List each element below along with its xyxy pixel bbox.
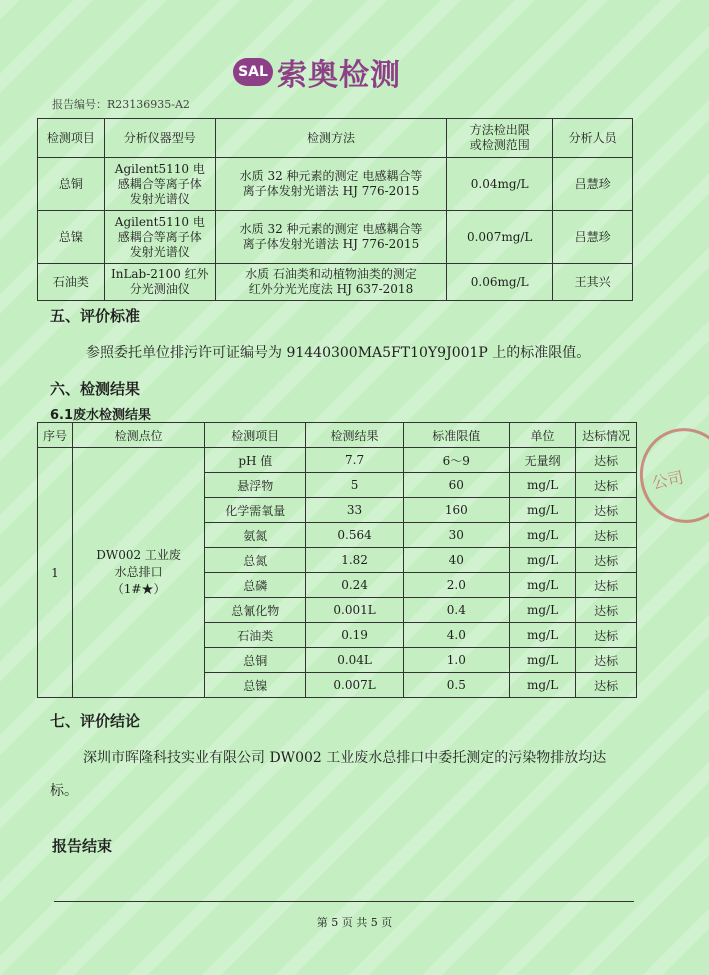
- table-cell: pH 值: [205, 448, 306, 473]
- methods-header-cell: 方法检出限 或检测范围: [447, 119, 553, 158]
- table-cell: 王其兴: [553, 264, 633, 301]
- table-cell: 达标: [576, 523, 637, 548]
- table-cell: mg/L: [509, 673, 575, 698]
- table-cell: 水质 32 种元素的测定 电感耦合等 离子体发射光谱法 HJ 776-2015: [215, 158, 446, 211]
- table-cell: 1.0: [403, 648, 509, 673]
- table-row: [38, 211, 633, 264]
- results-header-cell: 检测项目: [205, 423, 306, 448]
- table-row: [38, 448, 637, 473]
- table-cell: 0.19: [306, 623, 403, 648]
- table-cell: 160: [403, 498, 509, 523]
- table-cell: 氨氮: [205, 523, 306, 548]
- table-cell: 吕慧珍: [553, 158, 633, 211]
- table-cell: 无量纲: [509, 448, 575, 473]
- methods-table: [37, 118, 633, 301]
- table-cell: mg/L: [509, 573, 575, 598]
- table-cell: mg/L: [509, 648, 575, 673]
- table-cell: 总氰化物: [205, 598, 306, 623]
- results-header-cell: 标准限值: [403, 423, 509, 448]
- table-cell: 达标: [576, 648, 637, 673]
- table-cell: 达标: [576, 448, 637, 473]
- table-cell: 60: [403, 473, 509, 498]
- table-cell: 7.7: [306, 448, 403, 473]
- section-title-results: 六、检测结果: [50, 380, 141, 398]
- table-cell: 1.82: [306, 548, 403, 573]
- table-cell: 5: [306, 473, 403, 498]
- table-cell: 0.06mg/L: [447, 264, 553, 301]
- conclusion-text: 深圳市晖隆科技实业有限公司 DW002 工业废水总排口中委托测定的污染物排放均达标。: [50, 750, 607, 799]
- table-cell: 达标: [576, 473, 637, 498]
- table-row: [38, 158, 633, 211]
- table-cell: 33: [306, 498, 403, 523]
- table-cell: 0.4: [403, 598, 509, 623]
- results-header-cell: 序号: [38, 423, 73, 448]
- table-cell: 达标: [576, 598, 637, 623]
- table-cell: 悬浮物: [205, 473, 306, 498]
- table-cell: 总铜: [205, 648, 306, 673]
- table-row: [38, 264, 633, 301]
- table-cell: 化学需氧量: [205, 498, 306, 523]
- table-cell: 6～9: [403, 448, 509, 473]
- table-cell: 石油类: [38, 264, 105, 301]
- table-cell: 吕慧珍: [553, 211, 633, 264]
- table-cell: 水质 石油类和动植物油类的测定 红外分光光度法 HJ 637-2018: [215, 264, 446, 301]
- table-cell: mg/L: [509, 548, 575, 573]
- table-cell: 达标: [576, 548, 637, 573]
- results-header-cell: 单位: [509, 423, 575, 448]
- results-header-cell: 检测结果: [306, 423, 403, 448]
- footer-divider: [54, 901, 634, 902]
- logo-badge: SAL: [233, 58, 273, 86]
- table-cell: 2.0: [403, 573, 509, 598]
- table-cell: 0.564: [306, 523, 403, 548]
- section-title-standard: 五、评价标准: [50, 307, 141, 325]
- section-title-conclusion: 七、评价结论: [50, 712, 141, 730]
- table-cell: 0.04L: [306, 648, 403, 673]
- table-cell: Agilent5110 电 感耦合等离子体 发射光谱仪: [104, 211, 215, 264]
- results-header-cell: 达标情况: [576, 423, 637, 448]
- table-cell: 石油类: [205, 623, 306, 648]
- methods-header-cell: 检测方法: [215, 119, 446, 158]
- table-cell: 达标: [576, 498, 637, 523]
- seq-cell: 1: [38, 448, 73, 698]
- table-cell: 总镍: [205, 673, 306, 698]
- table-cell: mg/L: [509, 498, 575, 523]
- methods-header-cell: 分析人员: [553, 119, 633, 158]
- table-cell: 水质 32 种元素的测定 电感耦合等 离子体发射光谱法 HJ 776-2015: [215, 211, 446, 264]
- report-number: 报告编号：R23136935-A2: [52, 98, 190, 111]
- subsection-title-wastewater: 6.1废水检测结果: [50, 408, 152, 423]
- table-cell: 总氮: [205, 548, 306, 573]
- methods-header-cell: 分析仪器型号: [104, 119, 215, 158]
- results-header-row: [38, 423, 637, 448]
- table-cell: 0.04mg/L: [447, 158, 553, 211]
- table-cell: 总磷: [205, 573, 306, 598]
- stamp-text: 公司: [649, 467, 686, 493]
- company-logo: [233, 50, 401, 94]
- table-cell: 0.5: [403, 673, 509, 698]
- results-table: [37, 422, 637, 698]
- table-cell: 总铜: [38, 158, 105, 211]
- table-cell: InLab-2100 红外 分光测油仪: [104, 264, 215, 301]
- table-cell: mg/L: [509, 598, 575, 623]
- logo-name: 索奥检测: [277, 58, 401, 93]
- report-end-label: 报告结束: [52, 837, 113, 855]
- page-footer: 第 5 页 共 5 页: [316, 916, 393, 929]
- table-cell: 0.24: [306, 573, 403, 598]
- table-cell: mg/L: [509, 473, 575, 498]
- table-cell: mg/L: [509, 623, 575, 648]
- table-cell: mg/L: [509, 523, 575, 548]
- table-cell: Agilent5110 电 感耦合等离子体 发射光谱仪: [104, 158, 215, 211]
- table-cell: 总镍: [38, 211, 105, 264]
- table-cell: 达标: [576, 573, 637, 598]
- monitoring-point-cell: DW002 工业废 水总排口 （1#★）: [72, 448, 204, 698]
- company-seal-stamp: [631, 420, 709, 532]
- results-header-cell: 检测点位: [72, 423, 204, 448]
- table-cell: 4.0: [403, 623, 509, 648]
- methods-header-row: [38, 119, 633, 158]
- table-cell: 40: [403, 548, 509, 573]
- table-cell: 0.007mg/L: [447, 211, 553, 264]
- table-cell: 30: [403, 523, 509, 548]
- standard-text: 参照委托单位排污许可证编号为 91440300MA5FT10Y9J001P 上的标准限值。: [86, 345, 591, 361]
- methods-header-cell: 检测项目: [38, 119, 105, 158]
- table-cell: 达标: [576, 623, 637, 648]
- table-cell: 0.007L: [306, 673, 403, 698]
- table-cell: 0.001L: [306, 598, 403, 623]
- table-cell: 达标: [576, 673, 637, 698]
